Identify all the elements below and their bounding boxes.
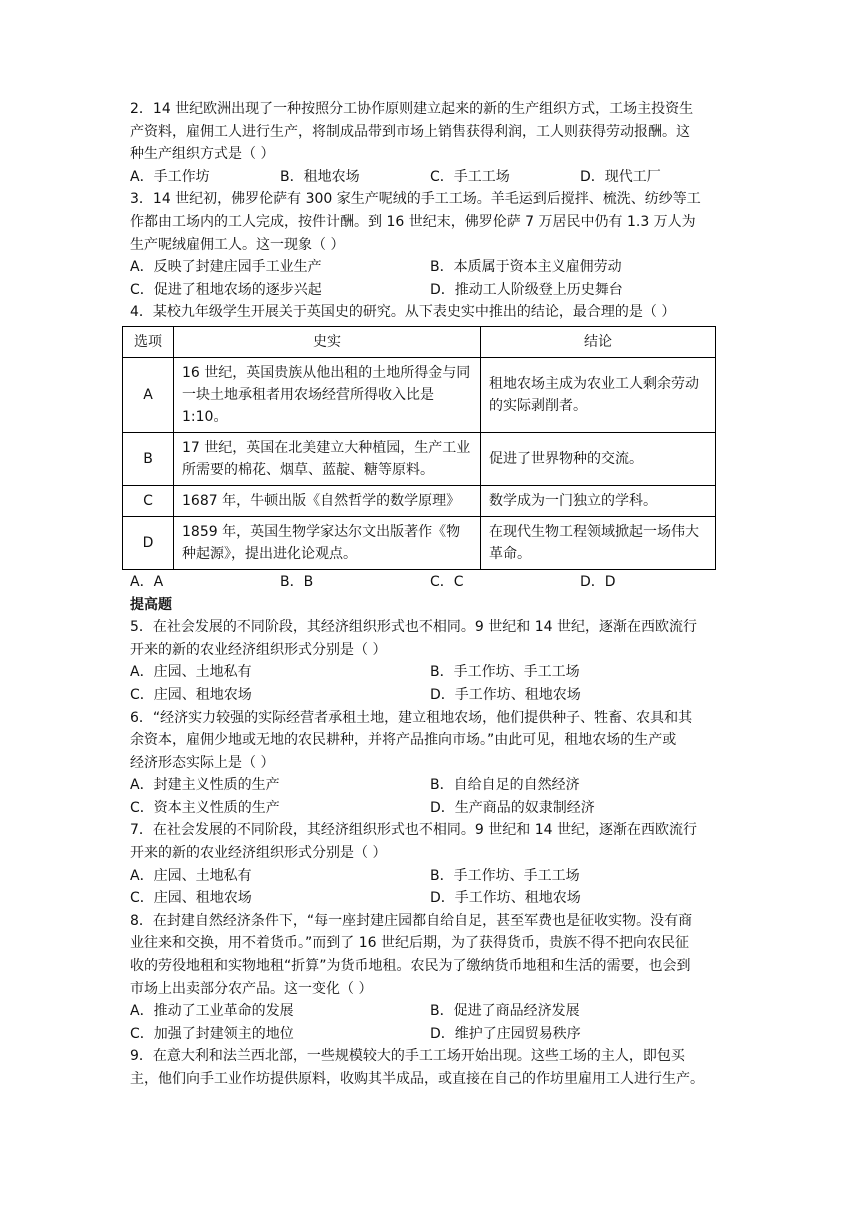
table-row: [123, 516, 716, 569]
option-b: B．促进了商品经济发展: [430, 1003, 580, 1020]
table-cell-fact: 1687 年，牛顿出版《自然哲学的数学原理》: [174, 485, 481, 516]
question-text: 产资料，雇佣工人进行生产，将制成品带到市场上销售获得利润，工人则获得劳动报酬。这: [130, 123, 690, 140]
options-row: [130, 256, 730, 279]
options-row: [130, 571, 730, 594]
question-7: [130, 819, 730, 909]
question-text: 作都由工场内的工人完成，按件计酬。到 16 世纪末，佛罗伦萨 7 万居民中仍有 1.3 万人为: [130, 213, 696, 230]
question-text: 收的劳役地租和实物地租“折算”为货币地租。农民为了缴纳货币地租和生活的需要，也会到: [130, 958, 691, 975]
options-row: [130, 865, 730, 888]
question-3: [130, 188, 730, 301]
table-header: 结论: [481, 326, 716, 357]
question-text: 3．14 世纪初，佛罗伦萨有 300 家生产呢绒的手工工场。羊毛运到后搅拌、梳洗、纺纱等工: [130, 191, 701, 208]
question-text: 6．“经济实力较强的实际经营者承租土地，建立租地农场，他们提供种子、牲畜、农具和其: [130, 709, 693, 726]
question-text: 主，他们向手工业作坊提供原料，收购其半成品，或直接在自己的作坊里雇用工人进行生产。: [130, 1071, 704, 1087]
question-text: 经济形态实际上是（ ）: [130, 754, 275, 771]
table-cell-option: B: [123, 432, 174, 485]
option-d: D．手工作坊、租地农场: [430, 890, 581, 907]
options-row: [130, 1000, 730, 1023]
option-c: C．加强了封建领主的地位: [130, 1025, 294, 1042]
question-5: [130, 616, 730, 706]
option-a: A．推动了工业革命的发展: [130, 1003, 294, 1020]
option-d: D．现代工厂: [580, 168, 661, 185]
question-text: 生产呢绒雇佣工人。这一现象（ ）: [130, 236, 345, 253]
question-4: [130, 301, 730, 593]
option-c: C．庄园、租地农场: [130, 890, 252, 907]
table-cell-fact: 1859 年，英国生物学家达尔文出版著作《物种起源》，提出进化论观点。: [174, 516, 481, 569]
question-text: 8．在封建自然经济条件下，“每一座封建庄园都自给自足，甚至军费也是征收实物。没有商: [130, 912, 693, 929]
question-2: [130, 98, 730, 188]
option-a: A．封建主义性质的生产: [130, 777, 280, 794]
option-b: B．手工作坊、手工工场: [430, 867, 580, 884]
options-row: [130, 797, 730, 820]
option-c: C．手工工场: [430, 168, 510, 185]
question-text: 市场上出卖部分农产品。这一变化（ ）: [130, 980, 373, 997]
question-text: 业往来和交换，用不着货币。”而到了 16 世纪后期，为了获得货币，贵族不得不把向农民征: [130, 935, 689, 952]
option-a: A．庄园、土地私有: [130, 867, 252, 884]
option-b: B．B: [280, 573, 314, 590]
options-row: [130, 684, 730, 707]
table-cell-option: D: [123, 516, 174, 569]
table-cell-fact: 16 世纪，英国贵族从他出租的土地所得金与同一块土地承租者用农场经营所得收入比是 1:10。: [174, 357, 481, 432]
question-text: 4．某校九年级学生开展关于英国史的研究。从下表史实中推出的结论，最合理的是（ ）: [130, 304, 676, 321]
option-d: D．推动工人阶级登上历史舞台: [430, 281, 623, 298]
question-text: 7．在社会发展的不同阶段，其经济组织形式也不相同。9 世纪和 14 世纪，逐渐在西欧流行: [130, 822, 697, 839]
options-row: [130, 774, 730, 797]
option-a: A．庄园、土地私有: [130, 664, 252, 681]
table-cell-conclusion: 数学成为一门独立的学科。: [481, 485, 716, 516]
table-header: 史实: [174, 326, 481, 357]
option-a: A．反映了封建庄园手工业生产: [130, 259, 322, 276]
option-c: C．庄园、租地农场: [130, 686, 252, 703]
option-c: C．C: [430, 573, 464, 590]
table-header: 选项: [123, 326, 174, 357]
table-row: [123, 432, 716, 485]
option-b: B．自给自足的自然经济: [430, 777, 580, 794]
question-6: [130, 707, 730, 820]
question-text: 种生产组织方式是（ ）: [130, 146, 275, 163]
option-d: D．生产商品的奴隶制经济: [430, 799, 595, 816]
option-b: B．租地农场: [280, 168, 360, 185]
option-d: D．维护了庄园贸易秩序: [430, 1025, 581, 1042]
table-row: [123, 357, 716, 432]
option-d: D．D: [580, 573, 616, 590]
options-row: [130, 661, 730, 684]
table-header-row: [123, 326, 716, 357]
options-row: [130, 887, 730, 910]
table-cell-conclusion: 租地农场主成为农业工人剩余劳动的实际剥削者。: [481, 357, 716, 432]
option-a: A．A: [130, 573, 164, 590]
table-cell-conclusion: 在现代生物工程领域掀起一场伟大革命。: [481, 516, 716, 569]
question-9: [130, 1045, 730, 1090]
table-row: [123, 485, 716, 516]
question-text: 2．14 世纪欧洲出现了一种按照分工协作原则建立起来的新的生产组织方式，工场主投资生: [130, 101, 694, 117]
question-text: 5．在社会发展的不同阶段，其经济组织形式也不相同。9 世纪和 14 世纪，逐渐在西欧流行: [130, 619, 697, 636]
question-8: [130, 910, 730, 1046]
question-text: 余资本，雇佣少地或无地的农民耕种，并将产品推向市场。”由此可见，租地农场的生产或: [130, 732, 677, 749]
question-text: 开来的新的农业经济组织形式分别是（ ）: [130, 641, 387, 658]
option-d: D．手工作坊、租地农场: [430, 686, 581, 703]
document-page: [130, 98, 730, 1091]
options-row: [130, 1023, 730, 1046]
option-c: C．促进了租地农场的逐步兴起: [130, 281, 322, 298]
options-row: [130, 279, 730, 302]
option-a: A．手工作坊: [130, 168, 210, 185]
option-c: C．资本主义性质的生产: [130, 799, 280, 816]
question-text: 9．在意大利和法兰西北部，一些规模较大的手工工场开始出现。这些工场的主人，即包买: [130, 1048, 685, 1065]
table-cell-conclusion: 促进了世界物种的交流。: [481, 432, 716, 485]
option-b: B．手工作坊、手工工场: [430, 664, 580, 681]
table-cell-fact: 17 世纪，英国在北美建立大种植园，生产工业所需要的棉花、烟草、蓝靛、糖等原料。: [174, 432, 481, 485]
option-b: B．本质属于资本主义雇佣劳动: [430, 259, 622, 276]
section-heading: 提高题: [130, 596, 172, 613]
options-row: [130, 166, 730, 189]
table-cell-option: A: [123, 357, 174, 432]
history-table: [122, 326, 716, 570]
table-cell-option: C: [123, 485, 174, 516]
question-text: 开来的新的农业经济组织形式分别是（ ）: [130, 845, 387, 862]
